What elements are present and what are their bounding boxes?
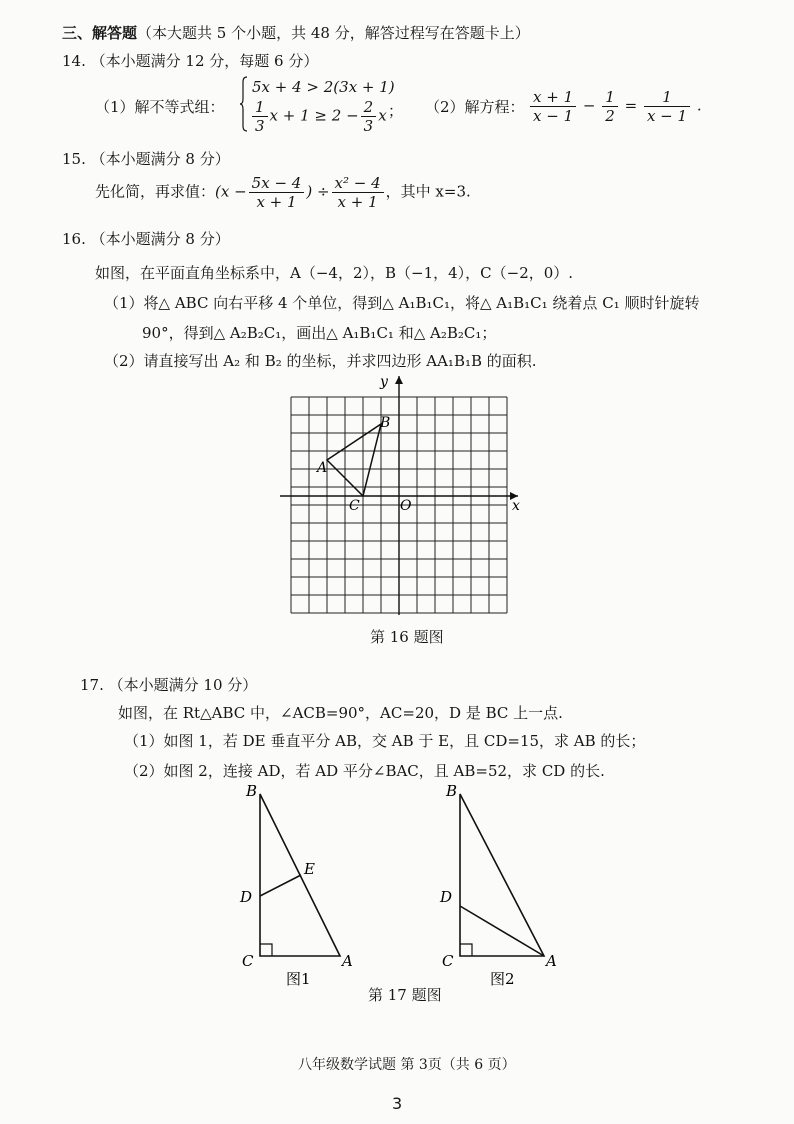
q15-head: （本小题满分 8 分） xyxy=(90,150,230,168)
fig2-label-d: D xyxy=(440,888,453,906)
page-footer: 八年级数学试题 第 3页（共 6 页） xyxy=(298,1057,516,1073)
point-a-label: A xyxy=(317,460,328,476)
q16-line2: （1）将△ ABC 向右平移 4 个单位，得到△ A₁B₁C₁，将△ A₁B₁C₁ 绕着点 C₁ 顺时针旋转 xyxy=(104,294,700,312)
fig1-caption: 图1 xyxy=(286,970,311,988)
q15-number: 15. xyxy=(62,150,86,168)
y-axis-label: y xyxy=(380,374,388,390)
fig1-label-e: E xyxy=(304,860,315,878)
q15-header xyxy=(62,148,230,169)
fig2-label-c: C xyxy=(442,952,454,970)
q16-head: （本小题满分 8 分） xyxy=(90,230,230,248)
figure-2 xyxy=(436,778,566,988)
q14-number: 14. xyxy=(62,52,86,70)
q17-line1: 如图，在 Rt△ABC 中，∠ACB=90°，AC=20，D 是 BC 上一点. xyxy=(118,704,563,722)
fig1-label-c: C xyxy=(242,952,254,970)
q14-part2-label: （2）解方程： xyxy=(425,98,525,116)
fig1-label-a: A xyxy=(342,952,353,970)
section-header xyxy=(62,22,530,43)
fig1-label-b: B xyxy=(246,782,258,800)
point-b-label: B xyxy=(380,415,391,431)
figure-1 xyxy=(236,778,366,988)
fig2-right-angle-icon xyxy=(460,944,472,956)
section-title: 三、解答题 xyxy=(62,24,138,42)
q17-line2: （1）如图 1，若 DE 垂直平分 AB，交 AB 于 E，且 CD=15，求 AB 的长； xyxy=(124,732,646,750)
coordinate-grid-figure xyxy=(270,370,530,620)
q16-caption: 第 16 题图 xyxy=(370,628,444,646)
y-axis-arrow-icon xyxy=(395,376,403,384)
q16-line1: 如图，在平面直角坐标系中，A（−4，2），B（−1，4），C（−2，0）. xyxy=(95,264,574,282)
q16-header xyxy=(62,228,230,249)
q14-part1-label: （1）解不等式组： xyxy=(95,98,225,116)
fig1-segment-de xyxy=(260,875,301,896)
q16-number: 16. xyxy=(62,230,86,248)
fig1-label-d: D xyxy=(240,888,253,906)
x-axis-label: x xyxy=(512,498,520,514)
q15-expression: 先化简，再求值：(x − $\frac{5x - 4}{x + 1}$ ) ÷ $\frac{\text{x² − 4}}{x + 1}$ ，其中 x=3. xyxy=(95,174,471,211)
q14-head: （本小题满分 12 分，每题 6 分） xyxy=(90,52,319,70)
q17-line3: （2）如图 2，连接 AD，若 AD 平分∠BAC，且 AB=52，求 CD 的长. xyxy=(124,762,605,780)
fig2-label-b: B xyxy=(446,782,458,800)
q14-header xyxy=(62,50,318,71)
fig2-label-a: A xyxy=(546,952,557,970)
q16-line4: （2）请直接写出 A₂ 和 B₂ 的坐标，并求四边形 AA₁B₁B 的面积. xyxy=(104,352,537,370)
q17-head: （本小题满分 10 分） xyxy=(108,676,258,694)
inequality-system xyxy=(240,76,400,138)
q17-caption: 第 17 题图 xyxy=(368,986,442,1004)
q16-line3: 90°，得到△ A₂B₂C₁，画出△ A₁B₁C₁ 和△ A₂B₂C₁； xyxy=(142,324,497,342)
section-note: （本大题共 5 个小题，共 48 分，解答过程写在答题卡上） xyxy=(137,24,530,42)
page-number: 3 xyxy=(392,1094,403,1113)
fig1-right-angle-icon xyxy=(260,944,272,956)
q17-number: 17. xyxy=(80,676,104,694)
inequality-2: $\frac{1}{3}$ x + 1 ≥ 2 − $\frac{2}{3}$ x xyxy=(250,98,387,135)
q14-semicolon: ； xyxy=(388,102,404,120)
equation: $\frac{x + 1}{x - 1}$ − $\frac{1}{2}$ = $\frac{1}{x - 1}$ . xyxy=(528,88,702,125)
point-c-label: C xyxy=(349,498,360,514)
origin-label: O xyxy=(400,498,412,514)
triangle-abc xyxy=(327,424,381,496)
inequality-1: 5x + 4 > 2(3x + 1) xyxy=(252,78,395,96)
brace-icon xyxy=(240,76,248,132)
q17-header xyxy=(80,674,257,695)
fig2-caption: 图2 xyxy=(490,970,515,988)
